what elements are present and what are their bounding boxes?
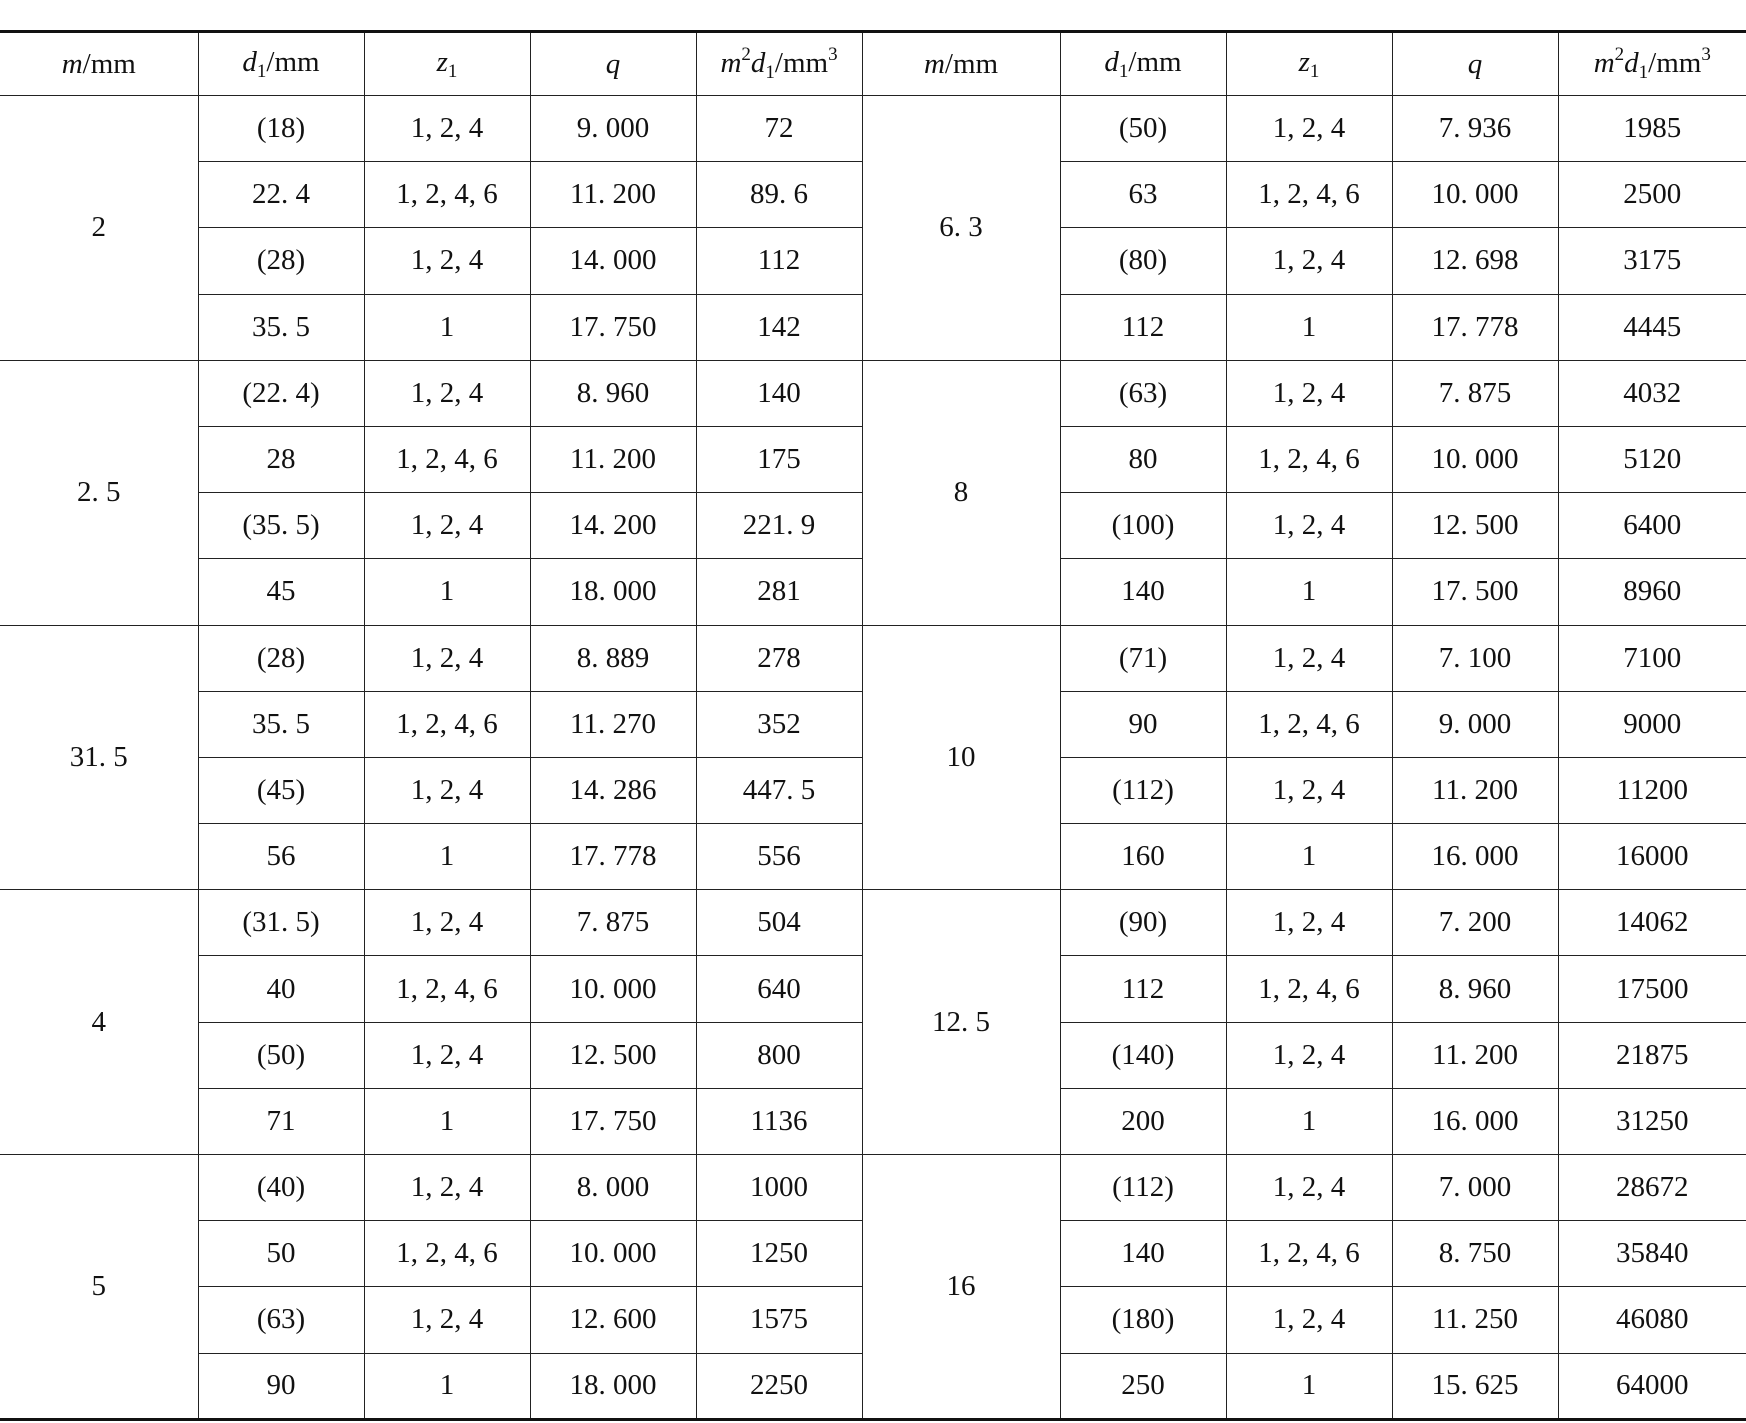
z1-cell-right: 1, 2, 4 [1226, 1155, 1392, 1221]
header-z1-left: $z_1$ [364, 32, 530, 96]
header-q-left: q [530, 32, 696, 96]
q-cell-right: 11. 200 [1392, 1022, 1558, 1088]
d1-cell-left: (28) [198, 228, 364, 294]
module-cell-right: 12. 5 [862, 890, 1060, 1155]
z1-cell-left: 1 [364, 824, 530, 890]
module-cell-left: 4 [0, 890, 198, 1155]
table-row [0, 890, 1746, 956]
d1-cell-right: (140) [1060, 1022, 1226, 1088]
z1-cell-left: 1 [364, 1353, 530, 1419]
z1-cell-right: 1, 2, 4 [1226, 96, 1392, 162]
d1-cell-left: (28) [198, 625, 364, 691]
d1-cell-right: 90 [1060, 691, 1226, 757]
z1-cell-right: 1, 2, 4, 6 [1226, 1221, 1392, 1287]
z1-cell-left: 1 [364, 1088, 530, 1154]
q-cell-right: 12. 698 [1392, 228, 1558, 294]
d1-cell-left: 35. 5 [198, 294, 364, 360]
d1-cell-right: (112) [1060, 757, 1226, 823]
d1-cell-left: 28 [198, 426, 364, 492]
z1-cell-left: 1, 2, 4, 6 [364, 956, 530, 1022]
d1-cell-left: 45 [198, 559, 364, 625]
m2d1-cell-right: 6400 [1558, 493, 1746, 559]
d1-cell-left: (31. 5) [198, 890, 364, 956]
m2d1-cell-left: 1136 [696, 1088, 862, 1154]
q-cell-right: 17. 500 [1392, 559, 1558, 625]
m2d1-cell-left: 89. 6 [696, 162, 862, 228]
d1-cell-right: (100) [1060, 493, 1226, 559]
m2d1-cell-right: 2500 [1558, 162, 1746, 228]
q-cell-left: 8. 960 [530, 360, 696, 426]
d1-cell-left: 40 [198, 956, 364, 1022]
m2d1-cell-left: 504 [696, 890, 862, 956]
d1-cell-right: 80 [1060, 426, 1226, 492]
m2d1-cell-left: 281 [696, 559, 862, 625]
header-d1-right: $d_1/mm$ [1060, 32, 1226, 96]
m2d1-cell-left: 1000 [696, 1155, 862, 1221]
d1-cell-right: (63) [1060, 360, 1226, 426]
q-cell-right: 8. 750 [1392, 1221, 1558, 1287]
q-cell-left: 17. 778 [530, 824, 696, 890]
m2d1-cell-right: 46080 [1558, 1287, 1746, 1353]
z1-cell-left: 1, 2, 4 [364, 890, 530, 956]
d1-cell-right: 112 [1060, 294, 1226, 360]
table-row [0, 625, 1746, 691]
z1-cell-left: 1, 2, 4 [364, 228, 530, 294]
d1-cell-left: (45) [198, 757, 364, 823]
d1-cell-left: 56 [198, 824, 364, 890]
q-cell-right: 15. 625 [1392, 1353, 1558, 1419]
d1-cell-right: 160 [1060, 824, 1226, 890]
z1-cell-right: 1, 2, 4 [1226, 1022, 1392, 1088]
m2d1-cell-left: 1250 [696, 1221, 862, 1287]
m2d1-cell-left: 2250 [696, 1353, 862, 1419]
q-cell-left: 14. 200 [530, 493, 696, 559]
d1-cell-right: 140 [1060, 559, 1226, 625]
q-cell-left: 18. 000 [530, 559, 696, 625]
module-cell-left: 2 [0, 96, 198, 361]
q-cell-right: 7. 000 [1392, 1155, 1558, 1221]
m2d1-cell-right: 35840 [1558, 1221, 1746, 1287]
m2d1-cell-left: 112 [696, 228, 862, 294]
module-cell-right: 8 [862, 360, 1060, 625]
m2d1-cell-left: 352 [696, 691, 862, 757]
header-z1-right: $z_1$ [1226, 32, 1392, 96]
z1-cell-right: 1 [1226, 559, 1392, 625]
d1-cell-right: (90) [1060, 890, 1226, 956]
q-cell-left: 18. 000 [530, 1353, 696, 1419]
m2d1-cell-left: 142 [696, 294, 862, 360]
m2d1-cell-right: 16000 [1558, 824, 1746, 890]
module-cell-right: 10 [862, 625, 1060, 890]
z1-cell-right: 1, 2, 4 [1226, 1287, 1392, 1353]
q-cell-right: 8. 960 [1392, 956, 1558, 1022]
d1-cell-left: 35. 5 [198, 691, 364, 757]
q-cell-left: 11. 200 [530, 426, 696, 492]
z1-cell-left: 1, 2, 4, 6 [364, 162, 530, 228]
z1-cell-left: 1, 2, 4, 6 [364, 691, 530, 757]
q-cell-right: 7. 936 [1392, 96, 1558, 162]
z1-cell-left: 1, 2, 4, 6 [364, 426, 530, 492]
d1-cell-left: (18) [198, 96, 364, 162]
d1-cell-right: 250 [1060, 1353, 1226, 1419]
d1-cell-right: (112) [1060, 1155, 1226, 1221]
m2d1-cell-left: 140 [696, 360, 862, 426]
m2d1-cell-right: 4445 [1558, 294, 1746, 360]
z1-cell-right: 1, 2, 4, 6 [1226, 162, 1392, 228]
q-cell-left: 14. 000 [530, 228, 696, 294]
module-cell-right: 16 [862, 1155, 1060, 1420]
table-row [0, 360, 1746, 426]
z1-cell-right: 1, 2, 4 [1226, 360, 1392, 426]
m2d1-cell-right: 31250 [1558, 1088, 1746, 1154]
d1-cell-right: 112 [1060, 956, 1226, 1022]
z1-cell-left: 1, 2, 4 [364, 625, 530, 691]
module-cell-left: 5 [0, 1155, 198, 1420]
z1-cell-left: 1 [364, 294, 530, 360]
d1-cell-right: 200 [1060, 1088, 1226, 1154]
z1-cell-right: 1, 2, 4, 6 [1226, 691, 1392, 757]
m2d1-cell-right: 28672 [1558, 1155, 1746, 1221]
q-cell-right: 10. 000 [1392, 426, 1558, 492]
m2d1-cell-left: 278 [696, 625, 862, 691]
q-cell-right: 16. 000 [1392, 1088, 1558, 1154]
d1-cell-left: 71 [198, 1088, 364, 1154]
m2d1-cell-left: 556 [696, 824, 862, 890]
header-q-right: q [1392, 32, 1558, 96]
d1-cell-right: 140 [1060, 1221, 1226, 1287]
m2d1-cell-left: 72 [696, 96, 862, 162]
q-cell-left: 7. 875 [530, 890, 696, 956]
z1-cell-right: 1 [1226, 1353, 1392, 1419]
worm-parameter-table [0, 30, 1746, 1421]
z1-cell-right: 1, 2, 4 [1226, 228, 1392, 294]
header-m2d1-left: $m^2d_1/mm^3$ [696, 32, 862, 96]
m2d1-cell-right: 1985 [1558, 96, 1746, 162]
d1-cell-left: 50 [198, 1221, 364, 1287]
m2d1-cell-left: 800 [696, 1022, 862, 1088]
q-cell-left: 11. 200 [530, 162, 696, 228]
m2d1-cell-right: 9000 [1558, 691, 1746, 757]
m2d1-cell-right: 14062 [1558, 890, 1746, 956]
q-cell-right: 16. 000 [1392, 824, 1558, 890]
q-cell-right: 7. 875 [1392, 360, 1558, 426]
z1-cell-left: 1, 2, 4 [364, 757, 530, 823]
header-m2d1-right: $m^2d_1/mm^3$ [1558, 32, 1746, 96]
q-cell-right: 9. 000 [1392, 691, 1558, 757]
q-cell-left: 8. 000 [530, 1155, 696, 1221]
module-cell-left: 2. 5 [0, 360, 198, 625]
z1-cell-right: 1, 2, 4, 6 [1226, 956, 1392, 1022]
m2d1-cell-right: 5120 [1558, 426, 1746, 492]
z1-cell-right: 1, 2, 4, 6 [1226, 426, 1392, 492]
q-cell-left: 12. 600 [530, 1287, 696, 1353]
m2d1-cell-right: 64000 [1558, 1353, 1746, 1419]
q-cell-right: 7. 200 [1392, 890, 1558, 956]
m2d1-cell-left: 640 [696, 956, 862, 1022]
q-cell-left: 9. 000 [530, 96, 696, 162]
d1-cell-right: (71) [1060, 625, 1226, 691]
module-cell-right: 6. 3 [862, 96, 1060, 361]
z1-cell-left: 1, 2, 4 [364, 360, 530, 426]
z1-cell-left: 1, 2, 4 [364, 1287, 530, 1353]
q-cell-right: 12. 500 [1392, 493, 1558, 559]
m2d1-cell-left: 447. 5 [696, 757, 862, 823]
q-cell-left: 10. 000 [530, 1221, 696, 1287]
table-row [0, 1155, 1746, 1221]
d1-cell-left: (63) [198, 1287, 364, 1353]
m2d1-cell-left: 175 [696, 426, 862, 492]
header-m-right: m/mm [862, 32, 1060, 96]
d1-cell-right: (50) [1060, 96, 1226, 162]
header-d1-left: $d_1/mm$ [198, 32, 364, 96]
m2d1-cell-right: 8960 [1558, 559, 1746, 625]
header-m-left: m/mm [0, 32, 198, 96]
d1-cell-left: (22. 4) [198, 360, 364, 426]
m2d1-cell-left: 221. 9 [696, 493, 862, 559]
m2d1-cell-right: 4032 [1558, 360, 1746, 426]
q-cell-right: 11. 250 [1392, 1287, 1558, 1353]
m2d1-cell-right: 21875 [1558, 1022, 1746, 1088]
d1-cell-right: (180) [1060, 1287, 1226, 1353]
q-cell-right: 7. 100 [1392, 625, 1558, 691]
d1-cell-left: (40) [198, 1155, 364, 1221]
m2d1-cell-right: 7100 [1558, 625, 1746, 691]
z1-cell-left: 1, 2, 4 [364, 1022, 530, 1088]
d1-cell-left: 90 [198, 1353, 364, 1419]
q-cell-right: 10. 000 [1392, 162, 1558, 228]
d1-cell-right: 63 [1060, 162, 1226, 228]
q-cell-left: 12. 500 [530, 1022, 696, 1088]
module-cell-left: 31. 5 [0, 625, 198, 890]
table-body [0, 96, 1746, 1420]
z1-cell-left: 1, 2, 4 [364, 1155, 530, 1221]
m2d1-cell-right: 17500 [1558, 956, 1746, 1022]
m2d1-cell-right: 3175 [1558, 228, 1746, 294]
q-cell-right: 11. 200 [1392, 757, 1558, 823]
d1-cell-left: (50) [198, 1022, 364, 1088]
z1-cell-right: 1 [1226, 1088, 1392, 1154]
z1-cell-left: 1, 2, 4, 6 [364, 1221, 530, 1287]
q-cell-right: 17. 778 [1392, 294, 1558, 360]
z1-cell-right: 1, 2, 4 [1226, 625, 1392, 691]
q-cell-left: 8. 889 [530, 625, 696, 691]
z1-cell-right: 1, 2, 4 [1226, 493, 1392, 559]
m2d1-cell-right: 11200 [1558, 757, 1746, 823]
z1-cell-left: 1, 2, 4 [364, 493, 530, 559]
d1-cell-right: (80) [1060, 228, 1226, 294]
z1-cell-right: 1, 2, 4 [1226, 890, 1392, 956]
z1-cell-right: 1 [1226, 294, 1392, 360]
z1-cell-left: 1, 2, 4 [364, 96, 530, 162]
z1-cell-right: 1 [1226, 824, 1392, 890]
q-cell-left: 11. 270 [530, 691, 696, 757]
z1-cell-left: 1 [364, 559, 530, 625]
d1-cell-left: 22. 4 [198, 162, 364, 228]
q-cell-left: 14. 286 [530, 757, 696, 823]
q-cell-left: 17. 750 [530, 294, 696, 360]
q-cell-left: 17. 750 [530, 1088, 696, 1154]
d1-cell-left: (35. 5) [198, 493, 364, 559]
table-row [0, 96, 1746, 162]
m2d1-cell-left: 1575 [696, 1287, 862, 1353]
header-row [0, 32, 1746, 96]
q-cell-left: 10. 000 [530, 956, 696, 1022]
z1-cell-right: 1, 2, 4 [1226, 757, 1392, 823]
